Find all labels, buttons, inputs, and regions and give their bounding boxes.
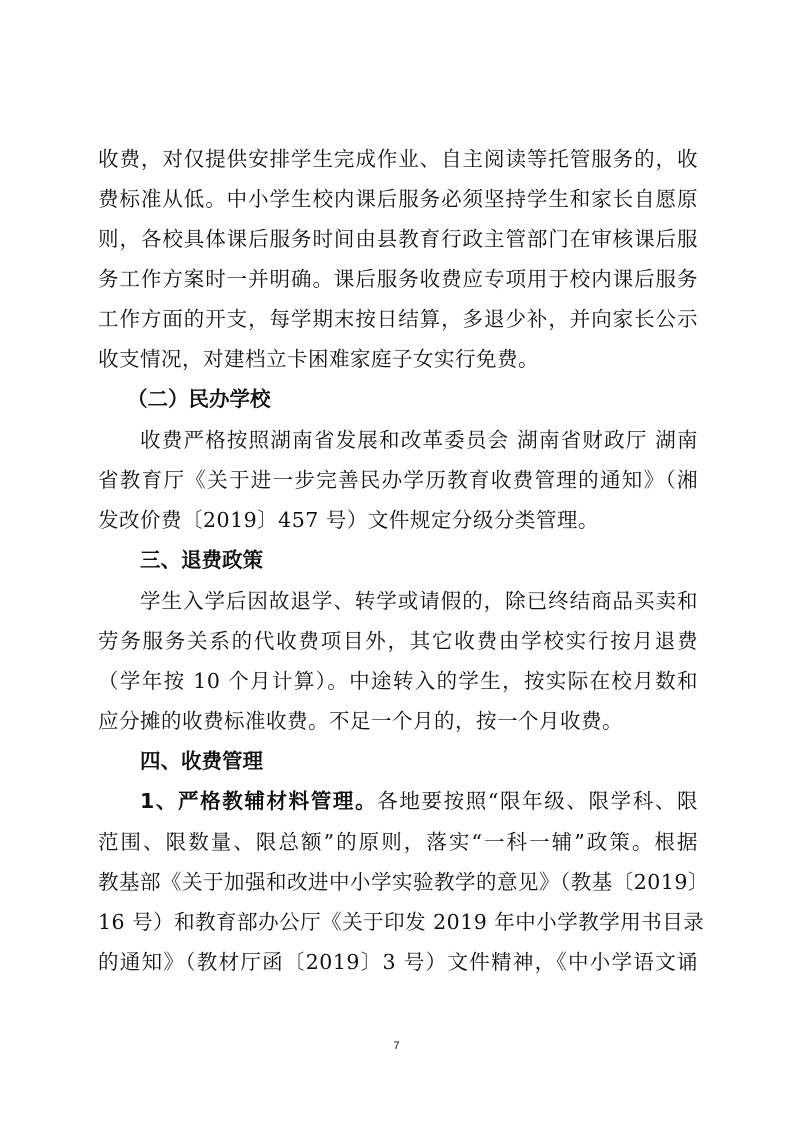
paragraph-line: 则，各校具体课后服务时间由县教育行政主管部门在审核课后服: [98, 227, 698, 251]
paragraph-line: 费标准从低。中小学生校内课后服务必须坚持学生和家长自愿原: [98, 187, 698, 211]
section-heading-private-schools: （二）民办学校: [127, 387, 271, 411]
section-heading-refund-policy: 三、退费政策: [140, 548, 263, 572]
paragraph-line: 省教育厅《关于进一步完善民办学历教育收费管理的通知》（湘: [98, 468, 698, 492]
section-heading-fee-management: 四、收费管理: [140, 749, 263, 773]
paragraph-line: 应分摊的收费标准收费。不足一个月的，按一个月收费。: [98, 709, 623, 733]
paragraph-line: 的通知》（教材厅函〔2019〕3 号）文件精神，《中小学语文诵: [98, 950, 698, 974]
paragraph-line: （学年按 10 个月计算）。中途转入的学生，按实际在校月数和: [98, 669, 698, 693]
paragraph-line: 务工作方案时一并明确。课后服务收费应专项用于校内课后服务: [98, 267, 698, 291]
item-first-line-text: 各地要按照“限年级、限学科、限: [377, 789, 699, 813]
paragraph-line: 收支情况，对建档立卡困难家庭子女实行免费。: [98, 347, 539, 371]
paragraph-line: 发改价费〔2019〕457 号）文件规定分级分类管理。: [98, 508, 599, 532]
paragraph-line: 范围、限数量、限总额”的原则，落实“一科一辅”政策。根据: [98, 830, 698, 854]
page-number: 7: [393, 1040, 400, 1052]
paragraph-line: 教基部《关于加强和改进中小学实验教学的意见》（教基〔2019〕: [98, 870, 709, 894]
paragraph-line: 学生入学后因故退学、转学或请假的，除已终结商品买卖和: [140, 589, 698, 613]
paragraph-line: 16 号）和教育部办公厅《关于印发 2019 年中小学教学用书目录: [98, 910, 705, 934]
paragraph-line: 收费严格按照湖南省发展和改革委员会 湖南省财政厅 湖南: [140, 428, 698, 452]
paragraph-line: 工作方面的开支，每学期末按日结算，多退少补，并向家长公示: [98, 307, 698, 331]
paragraph-line: 劳务服务关系的代收费项目外，其它收费由学校实行按月退费: [98, 629, 698, 653]
paragraph-line: [140, 781, 698, 821]
paragraph-line: 收费，对仅提供安排学生完成作业、自主阅读等托管服务的，收: [98, 147, 698, 171]
item-lead-bold: 1、严格教辅材料管理。: [140, 789, 378, 813]
